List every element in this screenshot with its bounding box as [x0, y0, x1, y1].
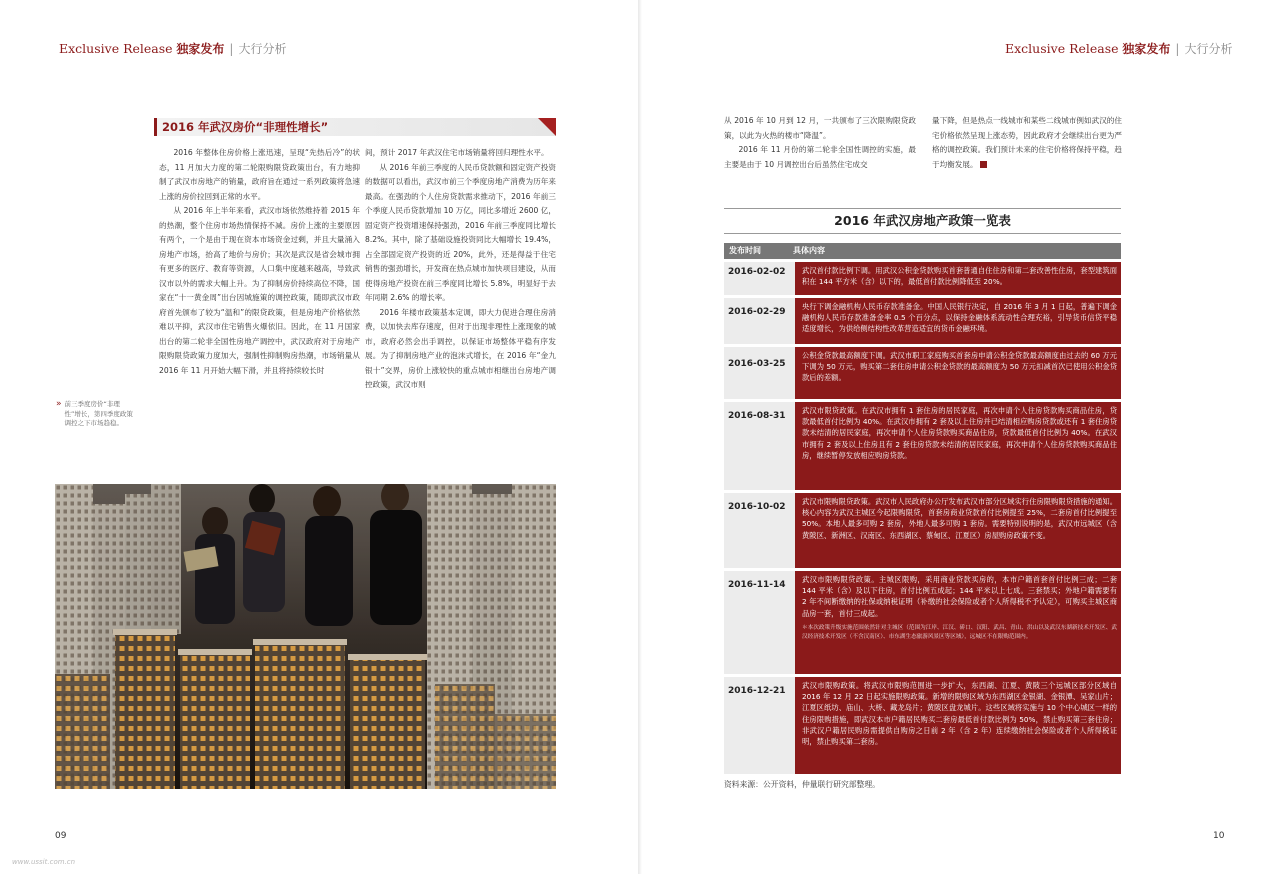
table-header-date: 发布时间 [729, 246, 761, 255]
row-content: 公积金贷款最高额度下调。武汉市职工家庭购买首套房申请公积金贷款最高额度由过去的 60 万元下调为 50 万元，购买第二套住房申请公积金贷款的最高额度为 50 万元扣减首次已使用公积金贷款后的差额。 [795, 347, 1121, 399]
photo-illustration [55, 484, 556, 789]
paragraph: 2016 年 11 月份的第二轮非全国性调控的实施，最主要是由于 10 月调控出台后虽然住宅成交 [724, 145, 916, 169]
table-row [724, 262, 1121, 295]
double-chevron-icon: » [56, 399, 62, 409]
paragraph: 2016 年楼市政策基本定调，即大力促进合理住房消费，以加快去库存速度，但对于出现非理性上涨现象的城市，政府必然会出手调控，以保证市场整体平稳有序发展。为了抑制房地产业的泡沫式增长，在 2016 年“金九银十”交界，房价上涨较快的重点城市相继出台房地产调控政策，武汉市则 [365, 307, 556, 389]
paragraph: 从 2016 年 10 月到 12 月，一共颁布了三次限购限贷政策，以此为火热的楼市“降温”。 [724, 116, 916, 140]
row-date: 2016-02-02 [728, 267, 786, 277]
row-date: 2016-03-25 [728, 359, 786, 369]
table-row [724, 347, 1121, 399]
building-model-photo [55, 484, 556, 789]
table-row [724, 677, 1121, 774]
article-column-2 [365, 146, 556, 393]
right-text-column-1 [724, 114, 916, 172]
watermark: www.ussit.com.cn [12, 858, 76, 866]
table-row [724, 402, 1121, 490]
row-date: 2016-12-21 [728, 686, 786, 696]
row-content [795, 571, 1121, 674]
row-content-text: 武汉市限购限贷政策。主城区限购，采用商业贷款买房的，本市户籍首套首付比例三成；二套 144 平米（含）及以下住房，首付比例五成起；144 平米以上七成。三套禁买；外地户籍需要有 2 年不间断缴纳的社保或纳税证明（补缴的社会保险或者个人所得税不予认定），可购买主城区商品房一套，首付三成起。 [802, 575, 1117, 618]
header-separator: | [229, 42, 234, 56]
paragraph: 量下降，但是热点一线城市和某些二线城市例如武汉的住宅价格依然呈现上涨态势，因此政府才会继续出台更为严格的调控政策。我们预计未来的住宅价格将保持平稳，趋于均衡发展。 [932, 116, 1122, 169]
paragraph: 间，预计 2017 年武汉住宅市场销量将回归理性水平。 [365, 148, 549, 157]
row-date: 2016-10-02 [728, 502, 786, 512]
row-content: 武汉首付款比例下调。用武汉公积金贷款购买首套普通自住住房和第二套改善性住房，套型建筑面积在 144 平方米（含）以下的，最低首付款比例降低至 20%。 [795, 262, 1121, 295]
paragraph: 从 2016 年上半年来看，武汉市场依然维持着 2015 年的热潮，整个住房市场热情保持不减。房价上涨的主要原因有两个，一个是由于现在资本市场资金过剩，并且大量涌入房地产市场，抬高了地价与房价；其次是武汉是省会城市拥有更多的医疗、教育等资源，人口集中度越来越高，导致武汉市以外的需求大幅上升。为了抑制房价持续高位不降，国家在“十一黄金周”出台因城施策的调控政策，随即武汉市政府首先颁布了较为“温和”的限贷政策，但是房地产价格依然难以平抑，武汉市住宅销售火爆依旧。因此，在 11 月国家出台的第二轮非全国性房地产调控中，武汉政府对于房地产限购限贷政策力度加大，强制性抑制购房热潮，市场销量从 2016 年 11 月开始大幅下滑，并且将持续较长时 [159, 206, 360, 375]
header-en: Exclusive Release [59, 41, 173, 56]
article-column-1 [159, 146, 360, 378]
header-cn: 独家发布 [176, 42, 225, 56]
header-cn: 独家发布 [1122, 42, 1171, 56]
header-section: 大行分析 [1184, 42, 1233, 56]
table-header [724, 243, 1121, 259]
table-row [724, 493, 1121, 568]
side-note-text: 前三季度房价“非理性”增长，第四季度政策调控之下市场趋稳。 [64, 400, 133, 427]
row-content: 武汉市限购政策。将武汉市限购范围进一步扩大，东西湖、江夏、黄陂三个远城区部分区域自 2016 年 12 月 22 日起实施限购政策。新增的限购区域为东西湖区金银湖、金银潭、吴家山片；江夏区纸坊、庙山、大桥、藏龙岛片；黄陂区盘龙城片。这些区域将实施与 10 个中心城区一样的住房限购措施，即武汉本市户籍居民购买二套房最低首付款比例为 50%，禁止购买第三套住房；非武汉户籍居民购房需提供自购房之日前 2 年（含 2 年）连续缴纳社会保险或者个人所得税证明，禁止购买第二套房。 [795, 677, 1121, 774]
row-date: 2016-02-29 [728, 307, 786, 317]
header-separator: | [1175, 42, 1180, 56]
article-title-bar [154, 118, 556, 136]
paragraph: 从 2016 年前三季度的人民币贷款额和固定资产投资的数据可以看出，武汉市前三个季度房地产消费为历年来最高。在强劲的个人住房贷款需求推动下，2016 年前三个季度人民币贷款增加 10 万亿，同比多增近 2600 亿，固定资产投资增速保持强劲，2016 年前三季度同比增长 8.2%。其中，除了基础设施投资同比大幅增长 19.4%，占全部固定资产投资的近 20%，此外，还是得益于住宅销售的强劲增长，开发商在热点城市加快项目建设，从而使得房地产投资在前三季度同比增长 5.8%，明显好于去年同期 2.6% 的增长率。 [365, 162, 556, 302]
article-title: 2016 年武汉房价“非理性增长” [162, 120, 329, 134]
right-text-column-2 [932, 114, 1122, 172]
table-source: 资料来源：公开资料，仲量联行研究部整理。 [724, 780, 880, 789]
page-number-left: 09 [55, 831, 67, 841]
end-mark-icon [980, 161, 987, 168]
page-number-right: 10 [1213, 831, 1225, 841]
table-title: 2016 年武汉房地产政策一览表 [724, 208, 1121, 234]
header-en: Exclusive Release [1005, 41, 1119, 56]
paragraph: 2016 年整体住房价格上涨迅速，呈现“先热后冷”的状态，11 月加大力度的第二轮限购限贷政策出台，有力地抑制了武汉市房地产的销量，政府旨在通过一系列政策将急速上涨的房价拉回到正常的水平。 [159, 148, 360, 201]
row-content: 央行下调金融机构人民币存款准备金。中国人民银行决定，自 2016 年 3 月 1 日起，普遍下调金融机构人民币存款准备金率 0.5 个百分点，以保持金融体系流动性合理充裕，引导货币信贷平稳适度增长，为供给侧结构性改革营造适宜的货币金融环境。 [795, 298, 1121, 344]
row-footnote: ＊本次政策升级实施范围依然针对主城区（范围为江岸、江汉、硚口、汉阳、武昌、青山、洪山以及武汉东湖新技术开发区、武汉经济技术开发区（不含汉南区）、市东湖生态旅游风景区等区域），远城区不在限购范围内。 [802, 624, 1117, 641]
row-content: 武汉市限贷政策。在武汉市拥有 1 套住房的居民家庭，再次申请个人住房贷款购买商品住房，贷款最低首付比例为 40%。在武汉市拥有 2 套及以上住房并已结清相应购房贷款或还有 1 套住房贷款未结清的居民家庭，再次申请个人住房贷款购买商品住房，贷款最低首付比例为 40%。在武汉市拥有 2 套及以上住房且有 2 套住房贷款未结清的居民家庭，再次申请个人住房贷款购买商品住房，继续暂停发放相应购房贷款。 [795, 402, 1121, 490]
row-content: 武汉市限购限贷政策。武汉市人民政府办公厅发布武汉市部分区域实行住房限购限贷措施的通知。核心内容为武汉主城区今起限购限贷，首套房商业贷款首付比例提至 25%，二套房首付比例提至 50%。本地人最多可购 2 套房，外地人最多可购 1 套房。需要特别说明的是，武汉市远城区（含黄陂区、新洲区、汉南区、东西湖区、蔡甸区、江夏区）房屋购房政策不变。 [795, 493, 1121, 568]
paragraph-with-endmark [932, 114, 1122, 172]
row-date: 2016-11-14 [728, 580, 786, 590]
table-row [724, 571, 1121, 674]
header-section: 大行分析 [238, 42, 287, 56]
page-header-left [59, 40, 286, 57]
page-header-right [1005, 40, 1232, 57]
table-header-content: 具体内容 [793, 246, 825, 255]
page-spine [638, 0, 642, 874]
side-note [56, 400, 134, 429]
table-row [724, 298, 1121, 344]
row-date: 2016-08-31 [728, 411, 786, 421]
